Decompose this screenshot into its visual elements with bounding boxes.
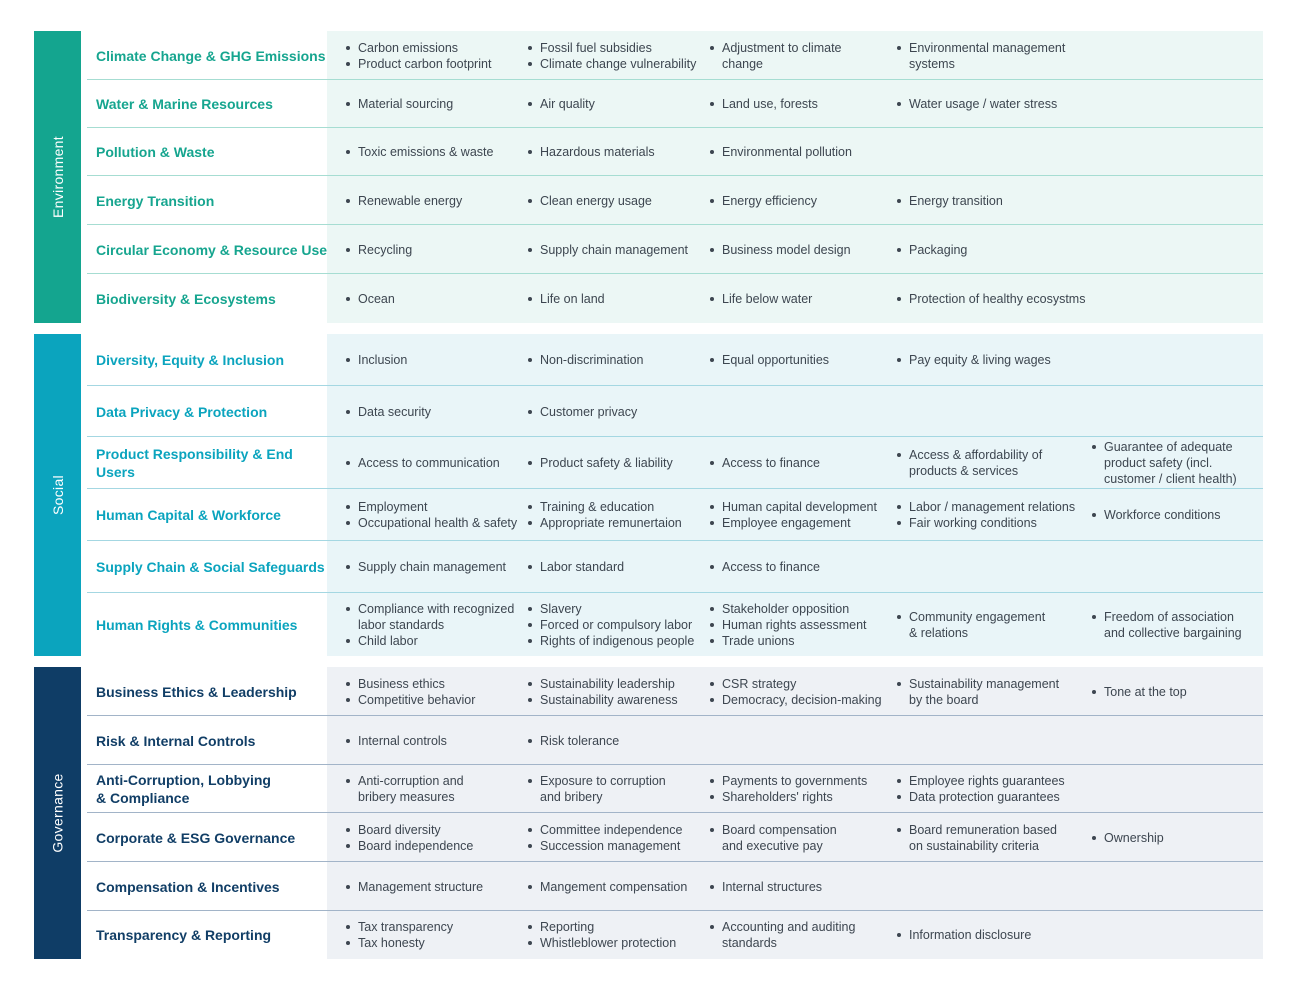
detail-cell — [344, 489, 517, 541]
bullet-list — [708, 193, 817, 209]
topic-row — [87, 862, 1263, 911]
bullet-item: Fossil fuel subsidies — [526, 40, 696, 56]
detail-cell — [895, 80, 1057, 128]
bullet-item: Tax honesty — [344, 935, 453, 951]
topic-row — [87, 716, 1263, 765]
topic-title: Energy Transition — [96, 192, 215, 209]
bullet-item: Forced or compulsory labor — [526, 617, 694, 633]
detail-cell — [708, 489, 877, 541]
bullet-list — [708, 773, 867, 805]
bullet-item: Management structure — [344, 879, 483, 895]
bullet-item: Pay equity & living wages — [895, 352, 1051, 368]
section-label: Governance — [49, 773, 66, 853]
bullet-list — [895, 609, 1045, 641]
detail-cell — [708, 31, 842, 80]
bullet-item: Customer privacy — [526, 404, 637, 420]
bullet-list — [526, 919, 676, 951]
bullet-item: Sustainability management by the board — [895, 676, 1059, 708]
topic-title: Supply Chain & Social Safeguards — [96, 559, 325, 575]
topic-details — [327, 437, 1263, 489]
section-environment — [34, 31, 1263, 323]
topic-title: Climate Change & GHG Emissions — [96, 47, 326, 64]
bullet-item: Stakeholder opposition — [708, 601, 867, 617]
detail-cell — [526, 911, 676, 959]
detail-cell — [526, 274, 605, 323]
bullet-list — [344, 733, 447, 749]
topic-row — [87, 437, 1263, 489]
bullet-item: Internal structures — [708, 879, 822, 895]
topic-title: Corporate & ESG Governance — [96, 829, 296, 846]
bullet-list — [895, 352, 1051, 368]
section-band-social — [34, 334, 81, 656]
detail-cell — [708, 80, 818, 128]
bullet-list — [526, 601, 694, 649]
bullet-list — [708, 499, 877, 531]
detail-cell — [526, 667, 678, 716]
detail-cell — [526, 386, 637, 437]
bullet-item: Access to finance — [708, 455, 820, 471]
bullet-item: Air quality — [526, 96, 595, 112]
bullet-list — [344, 404, 431, 420]
detail-cell — [526, 334, 644, 386]
bullet-item: Committee independence — [526, 822, 682, 838]
bullet-item: Occupational health & safety — [344, 515, 517, 531]
detail-cell — [895, 274, 1085, 323]
topic-row — [87, 80, 1263, 128]
topic-row — [87, 541, 1263, 593]
bullet-item: Clean energy usage — [526, 193, 652, 209]
topic-row — [87, 274, 1263, 323]
detail-cell — [708, 225, 851, 274]
bullet-list — [344, 455, 500, 471]
detail-cell — [895, 765, 1065, 813]
section-social — [34, 334, 1263, 656]
bullet-list — [526, 455, 673, 471]
topic-title: Anti-Corruption, Lobbying & Compliance — [96, 772, 271, 806]
bullet-list — [526, 144, 655, 160]
detail-cell — [708, 862, 822, 911]
bullet-list — [708, 822, 837, 854]
bullet-list — [1090, 830, 1164, 846]
detail-cell — [344, 31, 491, 80]
topic-details — [327, 667, 1263, 716]
bullet-item: Water usage / water stress — [895, 96, 1057, 112]
bullet-item: Internal controls — [344, 733, 447, 749]
topic-details — [327, 862, 1263, 911]
detail-cell — [526, 541, 624, 593]
bullet-item: Hazardous materials — [526, 144, 655, 160]
topic-details — [327, 813, 1263, 862]
topic-row — [87, 386, 1263, 437]
detail-cell — [526, 862, 687, 911]
bullet-item: Labor / management relations — [895, 499, 1075, 515]
detail-cell — [526, 176, 652, 225]
bullet-item: Sustainability leadership — [526, 676, 678, 692]
bullet-item: Employment — [344, 499, 517, 515]
bullet-list — [708, 919, 855, 951]
bullet-item: Mangement compensation — [526, 879, 687, 895]
bullet-list — [895, 822, 1057, 854]
bullet-list — [1090, 507, 1221, 523]
detail-cell — [708, 334, 829, 386]
bullet-item: Human capital development — [708, 499, 877, 515]
bullet-item: Material sourcing — [344, 96, 453, 112]
bullet-item: Climate change vulnerability — [526, 56, 696, 72]
topic-details — [327, 334, 1263, 386]
bullet-list — [895, 676, 1059, 708]
bullet-list — [344, 96, 453, 112]
bullet-item: Trade unions — [708, 633, 867, 649]
topic-row — [87, 225, 1263, 274]
detail-cell — [895, 911, 1031, 959]
topic-details — [327, 541, 1263, 593]
bullet-item: Toxic emissions & waste — [344, 144, 493, 160]
bullet-item: Workforce conditions — [1090, 507, 1221, 523]
detail-cell — [1090, 489, 1221, 541]
bullet-list — [708, 40, 842, 72]
topic-row — [87, 176, 1263, 225]
bullet-list — [344, 822, 473, 854]
topic-row — [87, 667, 1263, 716]
bullet-list — [895, 40, 1065, 72]
bullet-item: Business ethics — [344, 676, 475, 692]
bullet-item: Accounting and auditing standards — [708, 919, 855, 951]
detail-cell — [708, 541, 820, 593]
bullet-item: Shareholders' rights — [708, 789, 867, 805]
detail-cell — [895, 31, 1065, 80]
detail-cell — [1090, 813, 1164, 862]
topic-details — [327, 489, 1263, 541]
topic-row — [87, 489, 1263, 541]
topic-title: Transparency & Reporting — [96, 927, 272, 943]
detail-cell — [708, 911, 855, 959]
bullet-item: Whistleblower protection — [526, 935, 676, 951]
bullet-item: Exposure to corruption and bribery — [526, 773, 666, 805]
bullet-item: Democracy, decision-making — [708, 692, 882, 708]
bullet-item: Ownership — [1090, 830, 1164, 846]
detail-cell — [344, 274, 395, 323]
bullet-list — [526, 822, 682, 854]
bullet-item: Land use, forests — [708, 96, 818, 112]
bullet-item: Employee rights guarantees — [895, 773, 1065, 789]
detail-cell — [344, 765, 464, 813]
detail-cell — [708, 437, 820, 489]
bullet-list — [526, 352, 644, 368]
bullet-list — [895, 291, 1085, 307]
bullet-list — [344, 773, 464, 805]
topic-row — [87, 911, 1263, 959]
detail-cell — [526, 31, 696, 80]
bullet-list — [344, 291, 395, 307]
detail-cell — [526, 813, 682, 862]
bullet-item: Employee engagement — [708, 515, 877, 531]
detail-cell — [895, 334, 1051, 386]
bullet-list — [1090, 684, 1187, 700]
topic-details — [327, 128, 1263, 176]
bullet-item: Supply chain management — [526, 242, 688, 258]
detail-cell — [708, 274, 812, 323]
bullet-list — [895, 499, 1075, 531]
section-label: Social — [49, 475, 66, 515]
bullet-item: Equal opportunities — [708, 352, 829, 368]
bullet-item: Sustainability awareness — [526, 692, 678, 708]
topic-details — [327, 716, 1263, 765]
topic-title: Pollution & Waste — [96, 144, 215, 160]
detail-cell — [1090, 667, 1187, 716]
bullet-list — [708, 601, 867, 649]
topic-title: Human Capital & Workforce — [96, 507, 281, 523]
bullet-item: Community engagement & relations — [895, 609, 1045, 641]
bullet-item: Competitive behavior — [344, 692, 475, 708]
bullet-list — [344, 676, 475, 708]
detail-cell — [895, 176, 1003, 225]
bullet-list — [344, 879, 483, 895]
detail-cell — [344, 541, 506, 593]
detail-cell — [895, 667, 1059, 716]
detail-cell — [895, 593, 1045, 656]
bullet-list — [526, 499, 682, 531]
bullet-list — [344, 559, 506, 575]
topic-details — [327, 765, 1263, 813]
detail-cell — [895, 437, 1042, 489]
detail-cell — [526, 128, 655, 176]
bullet-list — [526, 733, 619, 749]
detail-cell — [1090, 437, 1237, 489]
topic-row — [87, 31, 1263, 80]
bullet-item: Succession management — [526, 838, 682, 854]
bullet-list — [895, 447, 1042, 479]
detail-cell — [344, 593, 514, 656]
section-band-environment — [34, 31, 81, 323]
bullet-item: Child labor — [344, 633, 514, 649]
bullet-list — [708, 352, 829, 368]
bullet-list — [526, 773, 666, 805]
detail-cell — [344, 128, 493, 176]
detail-cell — [895, 489, 1075, 541]
bullet-list — [526, 193, 652, 209]
topic-title: Diversity, Equity & Inclusion — [96, 352, 285, 368]
detail-cell — [344, 716, 447, 765]
bullet-item: Life on land — [526, 291, 605, 307]
topic-title: Risk & Internal Controls — [96, 732, 256, 749]
bullet-item: Product carbon footprint — [344, 56, 491, 72]
detail-cell — [344, 862, 483, 911]
bullet-item: Information disclosure — [895, 927, 1031, 943]
bullet-list — [1090, 609, 1242, 641]
topic-title: Compensation & Incentives — [96, 878, 280, 895]
bullet-item: Compliance with recognized labor standards — [344, 601, 514, 633]
bullet-list — [526, 559, 624, 575]
topic-title: Data Privacy & Protection — [96, 403, 268, 420]
detail-cell — [344, 437, 500, 489]
bullet-item: Product safety & liability — [526, 455, 673, 471]
bullet-item: Environmental pollution — [708, 144, 852, 160]
section-label: Environment — [49, 136, 66, 218]
bullet-item: Energy transition — [895, 193, 1003, 209]
bullet-list — [895, 242, 967, 258]
topic-row — [87, 813, 1263, 862]
bullet-item: Data protection guarantees — [895, 789, 1065, 805]
topic-row — [87, 128, 1263, 176]
bullet-item: Protection of healthy ecosystms — [895, 291, 1085, 307]
bullet-list — [526, 404, 637, 420]
bullet-item: Inclusion — [344, 352, 407, 368]
bullet-item: Board remuneration based on sustainability criteria — [895, 822, 1057, 854]
bullet-list — [708, 96, 818, 112]
section-governance — [34, 667, 1263, 959]
bullet-item: Renewable energy — [344, 193, 462, 209]
bullet-item: Tone at the top — [1090, 684, 1187, 700]
bullet-item: Access to communication — [344, 455, 500, 471]
bullet-list — [526, 242, 688, 258]
topic-details — [327, 176, 1263, 225]
bullet-list — [526, 96, 595, 112]
bullet-item: Anti-corruption and bribery measures — [344, 773, 464, 805]
topic-details — [327, 911, 1263, 959]
detail-cell — [344, 911, 453, 959]
bullet-list — [344, 919, 453, 951]
detail-cell — [526, 593, 694, 656]
bullet-item: Supply chain management — [344, 559, 506, 575]
bullet-item: Board diversity — [344, 822, 473, 838]
bullet-list — [344, 601, 514, 649]
detail-cell — [344, 386, 431, 437]
bullet-item: Access to finance — [708, 559, 820, 575]
bullet-list — [708, 455, 820, 471]
bullet-item: Risk tolerance — [526, 733, 619, 749]
bullet-list — [344, 40, 491, 72]
detail-cell — [344, 225, 412, 274]
detail-cell — [344, 334, 407, 386]
bullet-item: Tax transparency — [344, 919, 453, 935]
bullet-item: Rights of indigenous people — [526, 633, 694, 649]
bullet-item: Packaging — [895, 242, 967, 258]
bullet-item: Reporting — [526, 919, 676, 935]
bullet-item: Slavery — [526, 601, 694, 617]
detail-cell — [895, 813, 1057, 862]
bullet-list — [708, 291, 812, 307]
bullet-list — [708, 242, 851, 258]
bullet-item: Life below water — [708, 291, 812, 307]
bullet-list — [708, 559, 820, 575]
topic-title: Biodiversity & Ecosystems — [96, 290, 276, 307]
bullet-list — [1090, 439, 1237, 487]
detail-cell — [708, 667, 882, 716]
detail-cell — [344, 176, 462, 225]
detail-cell — [526, 765, 666, 813]
bullet-item: Fair working conditions — [895, 515, 1075, 531]
bullet-list — [708, 676, 882, 708]
bullet-item: Appropriate remunertaion — [526, 515, 682, 531]
bullet-list — [344, 499, 517, 531]
detail-cell — [344, 813, 473, 862]
topic-details — [327, 31, 1263, 80]
detail-cell — [708, 593, 867, 656]
detail-cell — [526, 80, 595, 128]
bullet-item: Training & education — [526, 499, 682, 515]
topic-title: Circular Economy & Resource Use — [96, 241, 328, 258]
topic-row — [87, 593, 1263, 656]
detail-cell — [1090, 593, 1242, 656]
bullet-item: Freedom of association and collective bargaining — [1090, 609, 1242, 641]
bullet-item: Board compensation and executive pay — [708, 822, 837, 854]
detail-cell — [526, 437, 673, 489]
bullet-item: Human rights assessment — [708, 617, 867, 633]
bullet-list — [895, 927, 1031, 943]
bullet-item: CSR strategy — [708, 676, 882, 692]
bullet-item: Environmental management systems — [895, 40, 1065, 72]
bullet-list — [526, 676, 678, 708]
topic-details — [327, 80, 1263, 128]
bullet-list — [344, 352, 407, 368]
topic-title: Product Responsibility & End Users — [96, 446, 293, 480]
detail-cell — [526, 716, 619, 765]
bullet-list — [708, 879, 822, 895]
topic-details — [327, 386, 1263, 437]
bullet-list — [526, 291, 605, 307]
bullet-list — [708, 144, 852, 160]
bullet-item: Guarantee of adequate product safety (incl. customer / client health) — [1090, 439, 1237, 487]
bullet-item: Carbon emissions — [344, 40, 491, 56]
topic-title: Water & Marine Resources — [96, 96, 273, 112]
bullet-item: Recycling — [344, 242, 412, 258]
bullet-item: Ocean — [344, 291, 395, 307]
bullet-list — [344, 144, 493, 160]
bullet-item: Adjustment to climate change — [708, 40, 842, 72]
topic-details — [327, 225, 1263, 274]
bullet-list — [895, 773, 1065, 805]
topic-title: Human Rights & Communities — [96, 616, 298, 633]
detail-cell — [526, 489, 682, 541]
section-band-governance — [34, 667, 81, 959]
bullet-list — [526, 879, 687, 895]
topic-row — [87, 334, 1263, 386]
bullet-item: Board independence — [344, 838, 473, 854]
bullet-item: Data security — [344, 404, 431, 420]
bullet-list — [526, 40, 696, 72]
topic-row — [87, 765, 1263, 813]
bullet-item: Business model design — [708, 242, 851, 258]
bullet-list — [895, 193, 1003, 209]
detail-cell — [708, 176, 817, 225]
detail-cell — [344, 667, 475, 716]
bullet-item: Energy efficiency — [708, 193, 817, 209]
bullet-item: Labor standard — [526, 559, 624, 575]
detail-cell — [344, 80, 453, 128]
bullet-item: Access & affordability of products & services — [895, 447, 1042, 479]
detail-cell — [708, 813, 837, 862]
topic-details — [327, 274, 1263, 323]
detail-cell — [895, 225, 967, 274]
bullet-list — [895, 96, 1057, 112]
topic-details — [327, 593, 1263, 656]
detail-cell — [708, 128, 852, 176]
bullet-list — [344, 242, 412, 258]
bullet-item: Payments to governments — [708, 773, 867, 789]
bullet-item: Non-discrimination — [526, 352, 644, 368]
topic-title: Business Ethics & Leadership — [96, 683, 297, 700]
detail-cell — [526, 225, 688, 274]
bullet-list — [344, 193, 462, 209]
detail-cell — [708, 765, 867, 813]
